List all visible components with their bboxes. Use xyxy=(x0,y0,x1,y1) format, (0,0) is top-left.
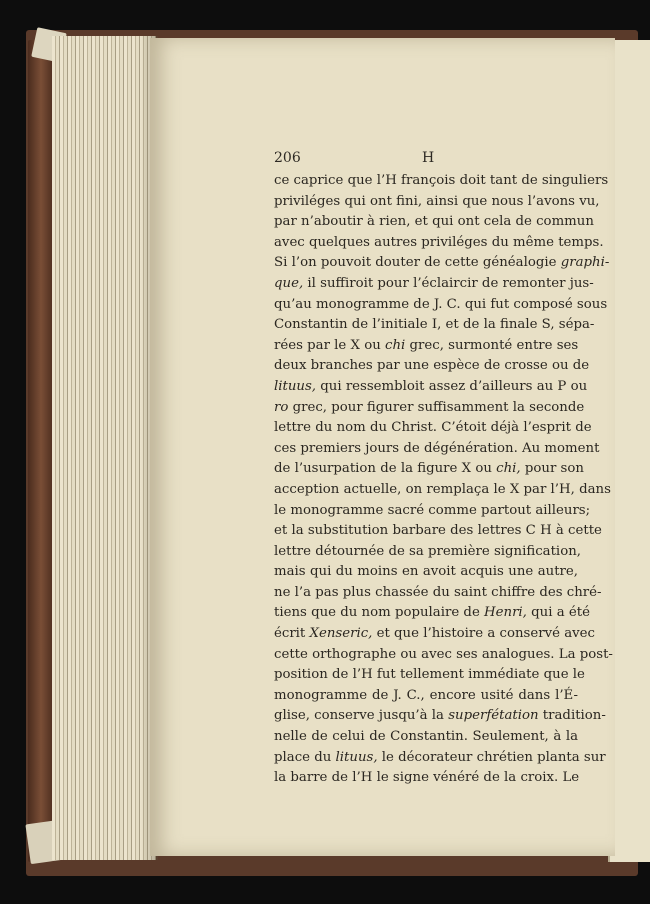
text-line xyxy=(274,233,604,254)
text-line xyxy=(274,562,578,583)
text-line xyxy=(274,212,594,233)
text-segment: Constantin de l’initiale I, et de la finale S, sépa- xyxy=(274,317,595,333)
text-segment: le monogramme sacré comme partout ailleurs; xyxy=(274,502,591,518)
running-title: H xyxy=(422,150,435,166)
text-segment: et que l’histoire a conservé avec xyxy=(372,626,595,642)
italic-segment: que, xyxy=(274,275,304,291)
text-segment: avec quelques autres priviléges du même temps. xyxy=(274,234,604,250)
text-line xyxy=(274,501,591,522)
text-line xyxy=(274,542,581,563)
italic-segment: Henri, xyxy=(484,605,527,621)
text-line xyxy=(274,706,606,727)
text-line xyxy=(274,356,590,377)
text-segment: tradition- xyxy=(538,708,606,724)
text-line xyxy=(274,624,595,645)
text-line xyxy=(274,603,590,624)
text-line xyxy=(274,686,578,707)
text-line xyxy=(274,171,609,192)
text-line xyxy=(274,274,594,295)
italic-segment: Xenseric, xyxy=(309,626,373,642)
italic-segment: ro xyxy=(274,399,289,415)
text-segment: acception actuelle, on remplaça le X par l’H, dans xyxy=(274,481,611,497)
text-line xyxy=(274,377,588,398)
text-line xyxy=(274,645,613,666)
text-segment: Si l’on pouvoit douter de cette généalogie xyxy=(274,255,561,271)
text-segment: deux branches par une espèce de crosse ou de xyxy=(274,358,590,374)
italic-segment: chi xyxy=(385,337,406,353)
text-line xyxy=(274,253,610,274)
text-segment: lettre détournée de sa première signification, xyxy=(274,543,581,559)
text-line xyxy=(274,315,595,336)
text-segment: grec, surmonté entre ses xyxy=(405,337,579,353)
text-segment: qu’au monogramme de J. C. qui fut composé sous xyxy=(274,296,608,312)
text-segment: place du xyxy=(274,749,336,765)
text-line xyxy=(274,748,606,769)
text-segment: la barre de l’H le signe vénéré de la croix. Le xyxy=(274,770,580,786)
text-segment: écrit xyxy=(274,626,310,642)
text-line xyxy=(274,398,585,419)
italic-segment: lituus, xyxy=(335,749,378,765)
text-line xyxy=(274,418,592,439)
book-spine xyxy=(28,40,54,862)
text-segment: de l’usurpation de la figure X ou xyxy=(274,461,497,477)
text-segment: glise, conserve jusqu’à la xyxy=(274,708,449,724)
text-segment: ces premiers jours de dégénération. Au moment xyxy=(274,440,600,456)
text-segment: priviléges qui ont fini, ainsi que nous l’avons vu, xyxy=(274,193,600,209)
text-line xyxy=(274,336,578,357)
text-line xyxy=(274,295,608,316)
text-segment: tiens que du nom populaire de xyxy=(274,605,485,621)
italic-segment: chi, xyxy=(496,461,521,477)
text-segment: rées par le X ou xyxy=(274,337,386,353)
text-segment: position de l’H fut tellement immédiate que le xyxy=(274,667,585,683)
text-segment: monogramme de J. C., encore usité dans l’É- xyxy=(274,687,578,703)
text-segment: ne l’a pas plus chassée du saint chiffre des chré- xyxy=(274,584,602,600)
page-number: 206 xyxy=(274,150,301,166)
text-segment: mais qui du moins en avoit acquis une autre, xyxy=(274,564,578,580)
text-segment: qui ressembloit assez d’ailleurs au P ou xyxy=(316,378,588,394)
text-line xyxy=(274,439,600,460)
text-line xyxy=(274,192,600,213)
running-head xyxy=(274,150,578,172)
italic-segment: superfétation xyxy=(448,708,539,724)
text-line xyxy=(274,727,578,748)
body-text xyxy=(274,171,613,789)
italic-segment: lituus, xyxy=(274,378,317,394)
text-line xyxy=(274,583,602,604)
text-line xyxy=(274,665,585,686)
text-segment: il suffiroit pour l’éclaircir de remonter jus- xyxy=(303,275,594,291)
text-line xyxy=(274,521,602,542)
text-segment: le décorateur chrétien planta sur xyxy=(377,749,606,765)
text-segment: lettre du nom du Christ. C’étoit déjà l’esprit de xyxy=(274,420,592,436)
text-line xyxy=(274,459,584,480)
italic-segment: graphi- xyxy=(560,255,610,271)
text-segment: cette orthographe ou avec ses analogues. La post- xyxy=(274,646,613,662)
text-segment: grec, pour figurer suffisamment la seconde xyxy=(288,399,585,415)
text-segment: ce caprice que l’H françois doit tant de singuliers xyxy=(274,173,609,188)
text-segment: et la substitution barbare des lettres C H à cette xyxy=(274,523,602,539)
text-segment: par n’aboutir à rien, et qui ont cela de commun xyxy=(274,214,594,230)
text-segment: pour son xyxy=(520,461,584,477)
text-line xyxy=(274,480,611,501)
text-line xyxy=(274,768,578,789)
text-segment: qui a été xyxy=(526,605,590,621)
text-segment: nelle de celui de Constantin. Seulement, à la xyxy=(274,729,578,745)
